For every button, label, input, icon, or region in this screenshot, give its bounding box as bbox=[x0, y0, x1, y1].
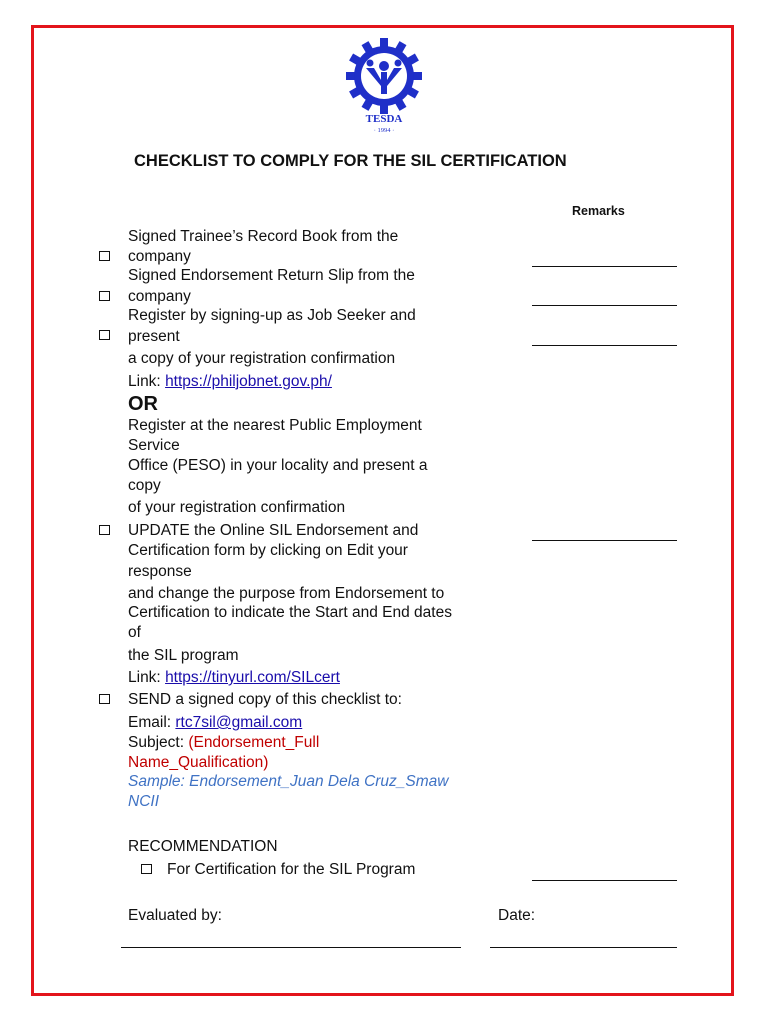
item-3-alt-line-3: Office (PESO) in your locality and present a bbox=[128, 457, 428, 474]
remarks-line-4[interactable] bbox=[532, 540, 677, 541]
checkbox-item-1[interactable] bbox=[99, 251, 110, 261]
remarks-header: Remarks bbox=[572, 204, 625, 218]
sample-line-2: NCII bbox=[128, 793, 159, 810]
item-4-line-7: the SIL program bbox=[128, 647, 239, 664]
checkbox-item-5[interactable] bbox=[99, 694, 110, 704]
item-4-line-5: Certification to indicate the Start and End dates bbox=[128, 604, 452, 621]
evaluated-by-signature-line[interactable] bbox=[121, 947, 461, 948]
subject-row bbox=[128, 733, 319, 753]
item-5-line-1: SEND a signed copy of this checklist to: bbox=[128, 691, 402, 708]
page-title: CHECKLIST TO COMPLY FOR THE SIL CERTIFICATION bbox=[134, 152, 567, 170]
subject-label: Subject: bbox=[128, 734, 189, 751]
silcert-link[interactable]: https://tinyurl.com/SILcert bbox=[165, 669, 340, 686]
subject-format-line-1: (Endorsement_Full bbox=[188, 734, 320, 751]
item-3-line-2: present bbox=[128, 328, 180, 345]
date-label: Date: bbox=[498, 907, 536, 924]
email-label: Email: bbox=[128, 714, 176, 731]
remarks-line-1[interactable] bbox=[532, 266, 677, 267]
item-3-alt-line-4: copy bbox=[128, 477, 161, 494]
link-label: Link: bbox=[128, 373, 166, 390]
item-2-line-2: company bbox=[128, 288, 191, 305]
item-3-alt-line-2: Service bbox=[128, 437, 180, 454]
svg-text:TESDA: TESDA bbox=[365, 113, 403, 125]
item-3-alt-line-5: of your registration confirmation bbox=[128, 499, 346, 516]
email-link[interactable]: rtc7sil@gmail.com bbox=[175, 714, 303, 731]
item-4-line-3: response bbox=[128, 563, 192, 580]
evaluated-by-label: Evaluated by: bbox=[128, 907, 222, 924]
item-3-line-3: a copy of your registration confirmation bbox=[128, 350, 396, 367]
recommendation-option: For Certification for the SIL Program bbox=[167, 861, 416, 878]
checkbox-item-3[interactable] bbox=[99, 330, 110, 340]
tesda-logo bbox=[345, 38, 423, 134]
item-4-line-1: UPDATE the Online SIL Endorsement and bbox=[128, 522, 419, 539]
item-4-line-4: and change the purpose from Endorsement to bbox=[128, 585, 445, 602]
silcert-link-row bbox=[128, 668, 340, 688]
item-4-line-6: of bbox=[128, 624, 141, 641]
sample-line-1: Sample: Endorsement_Juan Dela Cruz_Smaw bbox=[128, 773, 449, 790]
recommendation-heading: RECOMMENDATION bbox=[128, 838, 278, 855]
item-3-alt-line-1: Register at the nearest Public Employment bbox=[128, 417, 422, 434]
philjobnet-link-row bbox=[128, 372, 332, 392]
checkbox-recommendation[interactable] bbox=[141, 864, 152, 874]
item-3-line-1: Register by signing-up as Job Seeker and bbox=[128, 307, 416, 324]
email-row bbox=[128, 713, 302, 733]
remarks-line-2[interactable] bbox=[532, 305, 677, 306]
item-1-line-1: Signed Trainee’s Record Book from the bbox=[128, 228, 399, 245]
item-2-line-1: Signed Endorsement Return Slip from the bbox=[128, 267, 415, 284]
or-separator: OR bbox=[128, 393, 158, 415]
link-label: Link: bbox=[128, 669, 166, 686]
item-1-line-2: company bbox=[128, 248, 191, 265]
svg-text:· 1994 ·: · 1994 · bbox=[373, 127, 395, 134]
philjobnet-link[interactable]: https://philjobnet.gov.ph/ bbox=[165, 373, 332, 390]
subject-format-line-2: Name_Qualification) bbox=[128, 754, 269, 771]
date-signature-line[interactable] bbox=[490, 947, 677, 948]
checkbox-item-4[interactable] bbox=[99, 525, 110, 535]
remarks-line-recommendation[interactable] bbox=[532, 880, 677, 881]
remarks-line-3[interactable] bbox=[532, 345, 677, 346]
checkbox-item-2[interactable] bbox=[99, 291, 110, 301]
item-4-line-2: Certification form by clicking on Edit your bbox=[128, 542, 408, 559]
